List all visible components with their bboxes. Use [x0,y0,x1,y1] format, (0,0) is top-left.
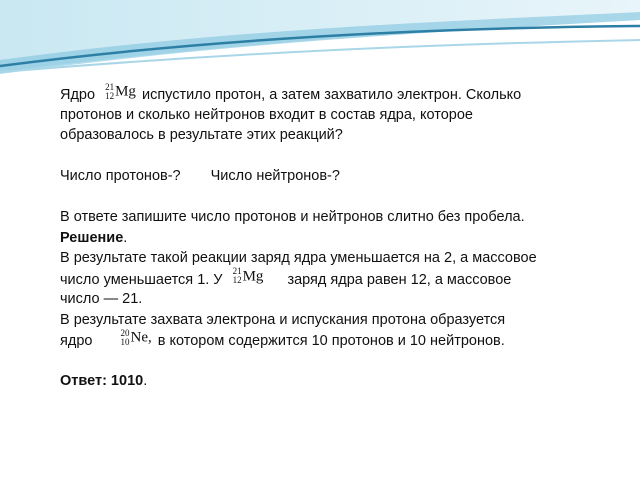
solution-line-2 [60,266,590,290]
text-nucleus-word: Ядро [60,86,96,103]
problem-text-block [60,81,590,392]
charge-number: 12 [232,275,242,286]
problem-line-1 [60,81,590,105]
problem-line-3 [60,125,590,146]
mass-number: 21 [105,81,115,92]
solution-text: ядро [60,332,93,349]
problem-line-2 [60,105,590,126]
instruction-text: В ответе запишите число протонов и нейтронов слитно без пробела. [60,209,525,225]
header-wave-decoration [0,0,640,90]
solution-line-5 [60,327,590,351]
solution-line-1 [60,248,590,269]
answer-dot: . [143,373,148,389]
solution-heading [60,228,590,249]
mass-number: 20 [120,327,130,338]
solution-text: заряд ядра равен 12, а массовое [287,271,512,288]
element-symbol: Ne, [130,329,152,346]
answer-text: Ответ: 1010 [60,373,144,389]
answer-line [60,371,590,392]
instruction-line [60,207,590,228]
nuclide-mg-21-12 [105,81,136,103]
heading-dot: . [123,229,128,246]
problem-text: образовалось в результате этих реакций? [60,127,343,143]
nuclide-mg-21-12 [233,266,264,288]
solution-text: число уменьшается 1. У [60,271,223,288]
problem-text: протонов и сколько нейтронов входит в состав ядра, которое [60,106,473,123]
charge-number: 12 [105,90,115,101]
questions-line [60,166,590,187]
question-neutrons: Число нейтронов-? [210,168,340,184]
solution-text: в котором содержится 10 протонов и 10 нейтронов. [157,332,505,349]
question-protons: Число протонов-? [60,168,181,184]
solution-text: число — 21. [60,291,143,307]
solution-text: В результате захвата электрона и испускания протона образуется [60,311,506,328]
problem-text: испустило протон, а затем захватило электрон. Сколько [141,86,522,103]
element-symbol: Mg [115,83,136,100]
solution-title: Решение [60,229,124,246]
nuclide-ne-20-10 [120,327,151,349]
solution-line-3 [60,289,590,310]
element-symbol: Mg [242,267,264,284]
mass-number: 21 [232,266,242,277]
charge-number: 10 [120,336,130,347]
solution-text: В результате такой реакции заряд ядра уменьшается на 2, а массовое [60,250,537,266]
